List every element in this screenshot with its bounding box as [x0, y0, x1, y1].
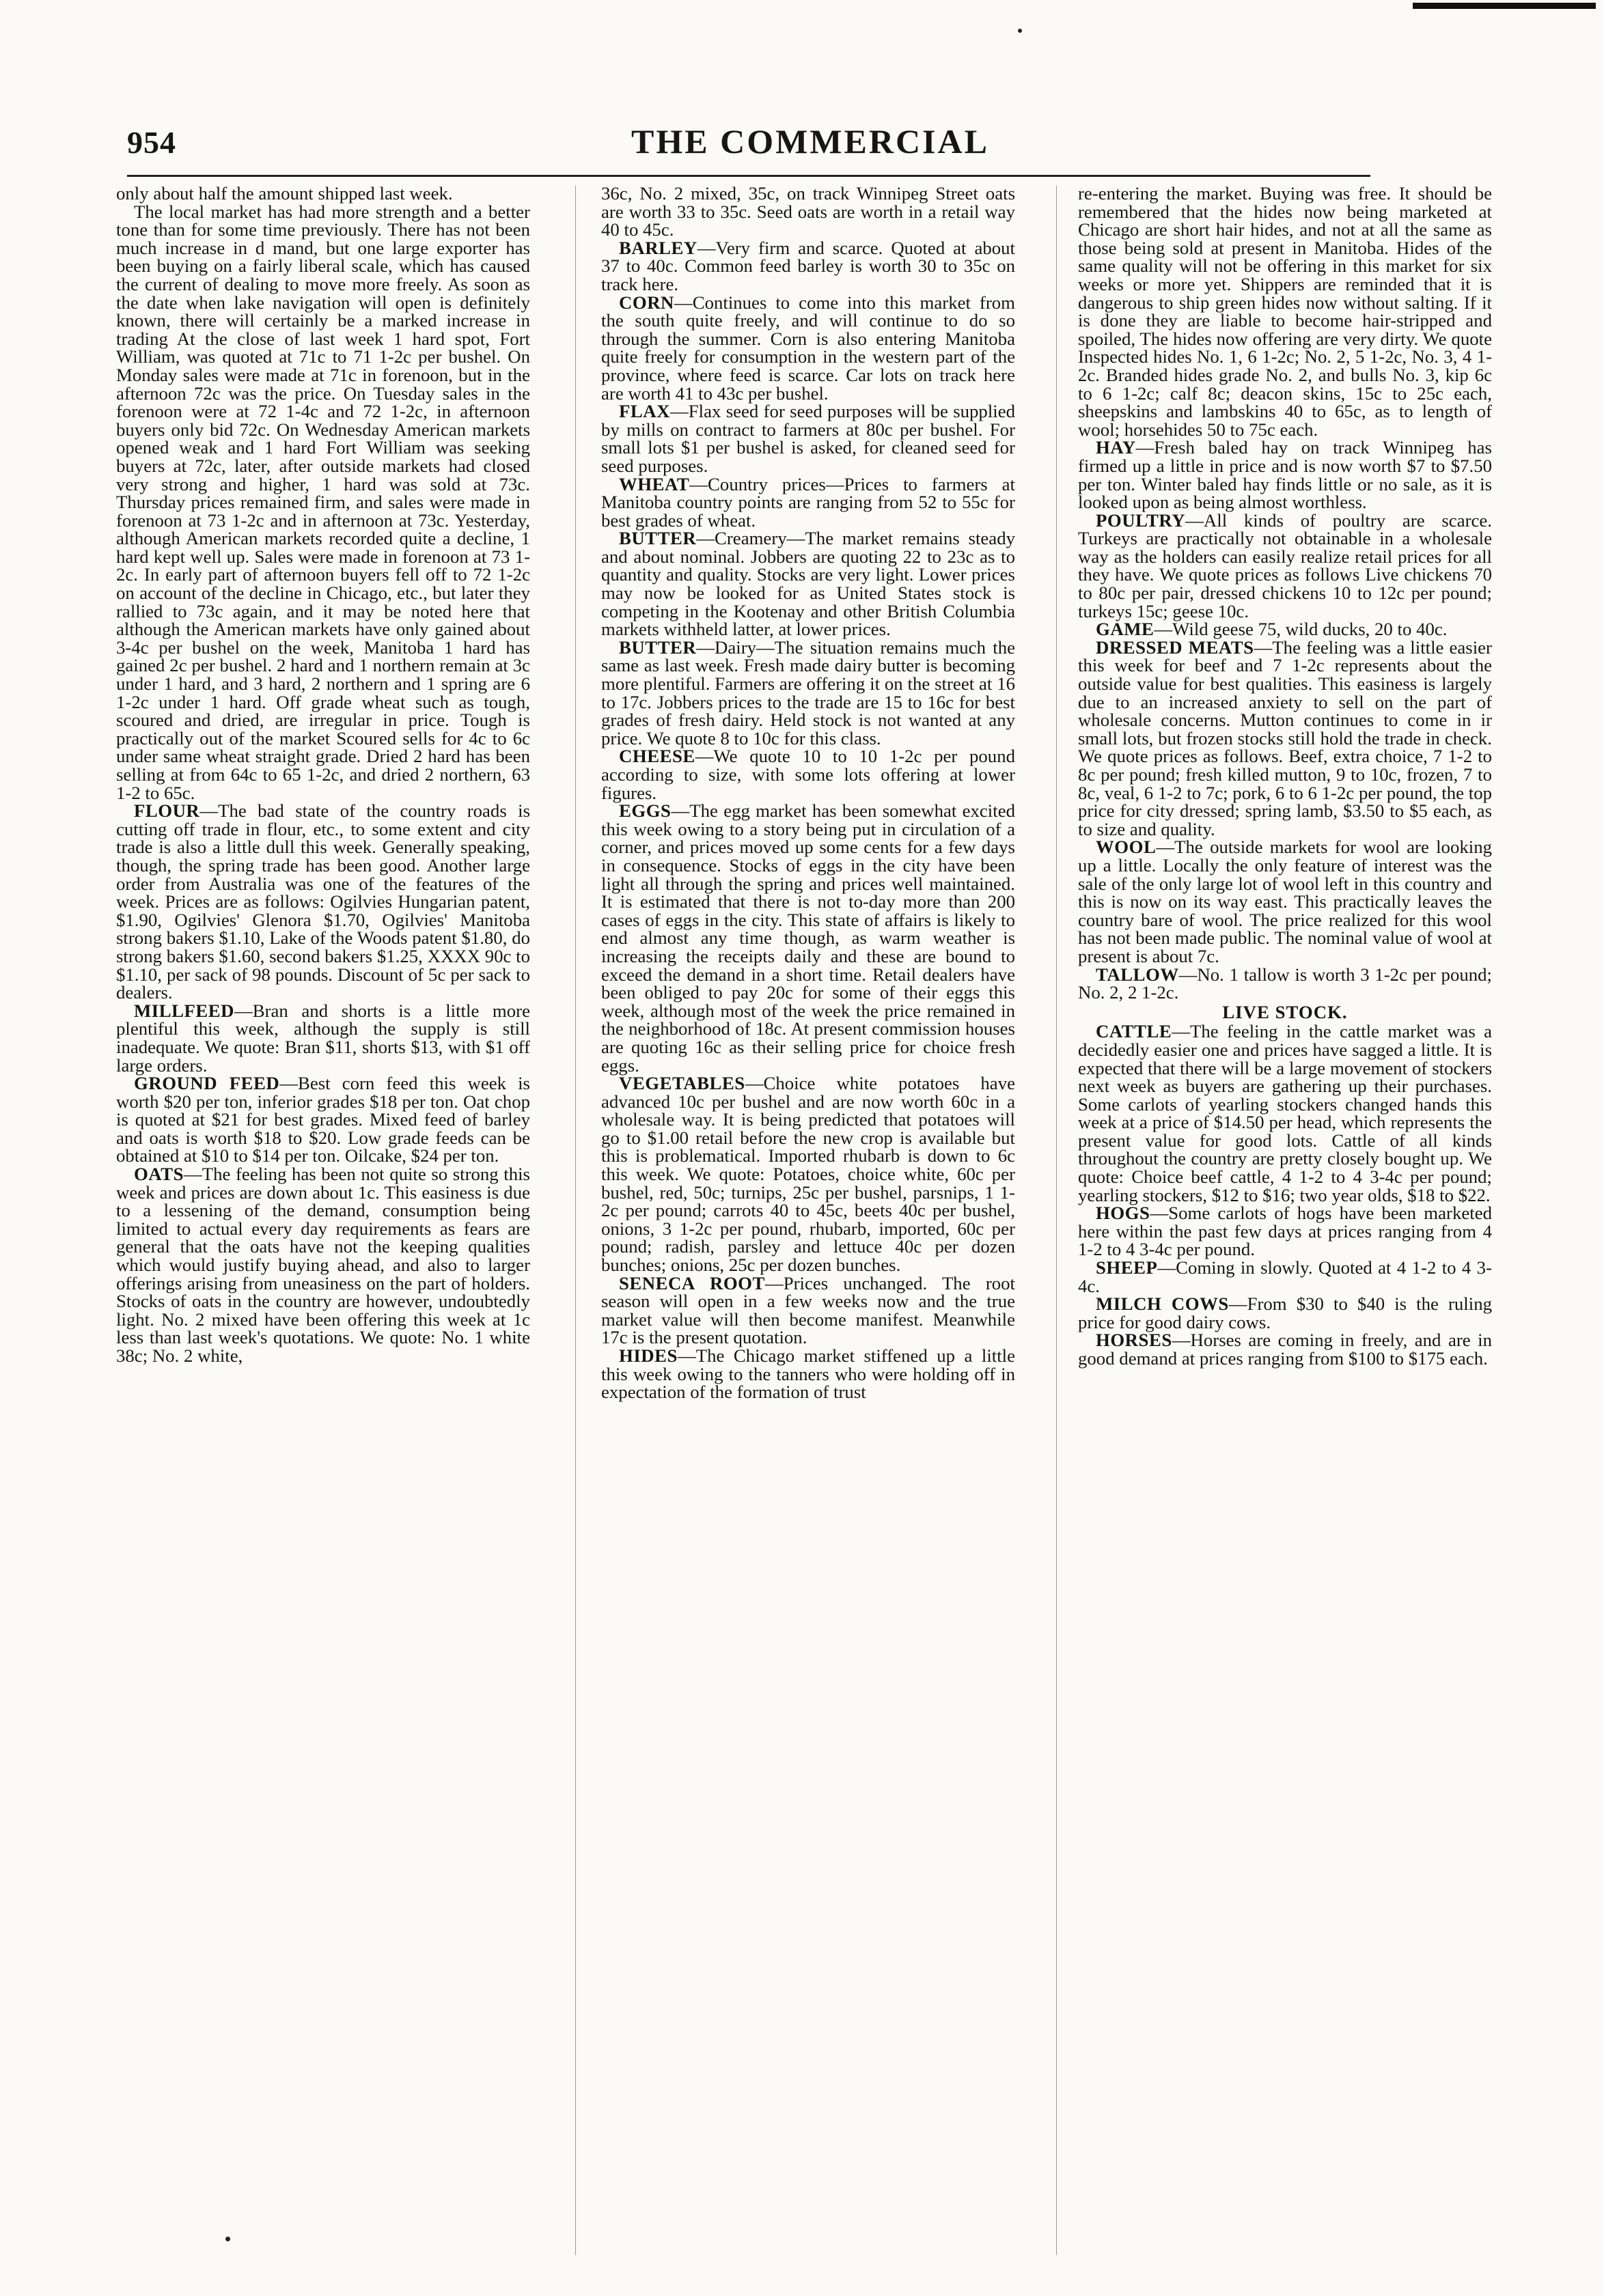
- market-heading: HOGS: [1096, 1203, 1150, 1224]
- market-heading: BUTTER: [619, 528, 697, 549]
- article-paragraph: [1078, 636, 1492, 839]
- top-corner-rule: [1413, 3, 1596, 9]
- article-paragraph: [1078, 1295, 1492, 1331]
- article-paragraph: [1078, 1022, 1492, 1204]
- paragraph-text: —Fresh baled hay on track Winnipeg has firmed up a little in price and is now worth $7 to $7.50 per ton. Winter baled hay finds little or no sale, as it is looked upon as being almost worthless.: [1078, 437, 1492, 513]
- article-paragraph: [601, 294, 1015, 403]
- header-rule: [127, 175, 1370, 177]
- market-heading: HIDES: [619, 1345, 678, 1366]
- column-1: [116, 184, 530, 2267]
- paragraph-text: —Flax seed for seed purposes will be supplied by mills on contract to farmers at 80c per bushel. For small lots $1 per bushel is asked, for cleaned seed for seed purposes.: [601, 401, 1015, 476]
- article-paragraph: [116, 1002, 530, 1074]
- paragraph-text: —Some carlots of hogs have been marketed here within the past few days at prices ranging from 4 1-2 to 4 3-4c per pound.: [1078, 1203, 1492, 1260]
- paragraph-text: —Country prices—Prices to farmers at Manitoba country points are ranging from 52 to 55c for best grades of wheat.: [601, 473, 1015, 531]
- market-heading: SENECA ROOT: [619, 1272, 765, 1293]
- article-paragraph: [601, 475, 1015, 530]
- market-heading: GAME: [1096, 619, 1154, 640]
- paragraph-text: —Coming in slowly. Quoted at 4 1-2 to 4 3-4c.: [1078, 1257, 1492, 1296]
- market-heading: TALLOW: [1096, 964, 1179, 985]
- article-paragraph: [116, 184, 530, 203]
- article-paragraph: [116, 802, 530, 1002]
- article-paragraph: [1078, 1259, 1492, 1295]
- paragraph-text: —The egg market has been somewhat excited this week owing to a story being put in circulation of a corner, and prices moved up some cents for a few days in consequence. Stocks of eggs in the city have been light all through the spring and prices well maintained. It is estimated that there is not to-day more than 200 cases of eggs in the city. This state of affairs is likely to end almost any time though, as warm weather is increasing the receipts daily and these are bound to exceed the demand in a short time. Retail dealers have been obliged to pay 20c for some of their eggs this week, although most of the week the price remained in the neighborhood of 18c. At present commission houses are quoting 16c as their selling price for choice fresh eggs.: [601, 800, 1015, 1076]
- article-paragraph: [601, 802, 1015, 1074]
- article-paragraph: [1078, 509, 1492, 621]
- market-heading: CORN: [619, 292, 674, 313]
- article-paragraph: [601, 747, 1015, 802]
- paragraph-text: —Prices unchanged. The root season will open in a few weeks now and the true market value will then become manifest. Meanwhile 17c is the present quotation.: [601, 1272, 1015, 1348]
- paragraph-text: —The feeling in the cattle market was a decidedly easier one and prices have sagged a little. It is expected that there will be a large movement of stockers next week as buyers are gathering up their purchases. Some carlots of yearling stockers changed hands this week at a price of $14.50 per head, which represents the present value for good lots. Cattle of all kinds throughout the country are pretty closely bought up. We quote: Choice beef cattle, 4 1-2 to 4 3-4c per pound; yearling stockers, $12 to $16; two year olds, $18 to $22.: [1078, 1021, 1492, 1205]
- market-heading: DRESSED MEATS: [1096, 636, 1254, 658]
- article-paragraph: [601, 402, 1015, 475]
- column-3: [1078, 184, 1492, 2267]
- paragraph-text: —From $30 to $40 is the ruling price for good dairy cows.: [1078, 1293, 1492, 1332]
- paragraph-text: —Continues to come into this market from the south quite freely, and will continue to do so through the summer. Corn is also entering Manitoba quite freely for consumption in the western part of the province, where feed is scarce. Car lots on track here are worth 41 to 43c per bushel.: [601, 292, 1015, 404]
- article-paragraph: [1078, 620, 1492, 639]
- article-paragraph: [116, 1074, 530, 1165]
- section-heading: LIVE STOCK.: [1222, 1001, 1348, 1022]
- paragraph-text: —The feeling was a little easier this week for beef and 7 1-2c represents about the outside value for best qualities. This easiness is largely due to an increased anxiety to sell on the part of wholesale concerns. Mutton continues to come in ir small lots, but frozen stocks still hold the trade in check. We quote prices as follows. Beef, extra choice, 7 1-2 to 8c per pound; fresh killed mutton, 9 to 10c, frozen, 7 to 8c, veal, 6 1-2 to 7c; pork, 6 to 6 1-2c per pound, the top price for city dressed; spring lamb, $3.50 to $5 each, as to size and quality.: [1078, 636, 1492, 839]
- paragraph-text: —Dairy—The situation remains much the same as last week. Fresh made dairy butter is becoming more plentiful. Farmers are offering it on the street at 16 to 17c. Jobbers prices to the trade are 15 to 16c for best grades of fresh dairy. Held stock is not wanted at any price. We quote 8 to 10c for this class.: [601, 636, 1015, 748]
- market-heading: CATTLE: [1096, 1021, 1172, 1042]
- article-paragraph: [1078, 1331, 1492, 1367]
- paragraph-text: —The bad state of the country roads is cutting off trade in flour, etc., to some extent and city trade is also a little dull this week. Generally speaking, though, the spring trade has been good. Another large order from Australia was one of the features of the week. Prices are as follows: Ogilvies Hungarian patent, $1.90, Ogilvies' Glenora $1.70, Ogilvies' Manitoba strong bakers $1.10, Lake of the Woods patent $1.80, do strong bakers $1.60, second bakers $1.25, XXXX 90c to $1.10, per sack of 98 pounds. Discount of 5c per sack to dealers.: [116, 800, 530, 1003]
- paragraph-text: —The outside markets for wool are looking up a little. Locally the only feature of interest was the sale of the only large lot of wool left in this country and this is now on its way east. This practically leaves the country bare of wool. The price realized for this wool has not been made public. The nominal value of wool at present is about 7c.: [1078, 837, 1492, 966]
- article-paragraph: [601, 184, 1015, 239]
- paragraph-text: —No. 1 tallow is worth 3 1-2c per pound; No. 2, 2 1-2c.: [1078, 964, 1492, 1003]
- market-heading: BARLEY: [619, 237, 697, 258]
- market-heading: MILCH COWS: [1096, 1293, 1229, 1315]
- page-number: 954: [127, 125, 176, 160]
- market-heading: GROUND FEED: [134, 1073, 280, 1094]
- paragraph-text: —Horses are coming in freely, and are in good demand at prices ranging from $100 to $175 each.: [1078, 1330, 1492, 1369]
- paragraph-text: —Choice white potatoes have advanced 10c per bushel and are now worth 60c in a wholesale way. It is being predicted that potatoes will go to $1.00 retail before the new crop is available but this is problematical. Imported rhubarb is down to 6c this week. We quote: Potatoes, choice white, 60c per bushel, red, 50c; turnips, 25c per bushel, parsnips, 1 1-2c per pound; carrots 40 to 45c, beets 40c per bushel, onions, 3 1-2c per pound, rhubarb, imported, 60c per pound; radish, parsley and lettuce 40c per dozen bunches; onions, 25c per dozen bunches.: [601, 1073, 1015, 1276]
- market-heading: EGGS: [619, 800, 672, 822]
- paragraph-text: —Creamery—The market remains steady and about nominal. Jobbers are quoting 22 to 23c as to quantity and quality. Stocks are very light. Lower prices may now be looked for as United States stock is competing in the Kootenay and other British Columbia markets withheld latter, at lower prices.: [601, 528, 1015, 640]
- market-heading: HORSES: [1096, 1330, 1172, 1351]
- page-title: THE COMMERCIAL: [631, 122, 989, 160]
- market-heading: OATS: [134, 1164, 184, 1185]
- paragraph-text: —We quote 10 to 10 1-2c per pound according to size, with some lots offering at lower figures.: [601, 746, 1015, 803]
- market-heading: FLOUR: [134, 800, 200, 822]
- column-divider: [1056, 186, 1057, 2255]
- article-paragraph: [1078, 438, 1492, 511]
- market-heading: WOOL: [1096, 837, 1157, 858]
- column-divider: [575, 186, 576, 2255]
- article-paragraph: [1078, 1204, 1492, 1259]
- market-heading: CHEESE: [619, 746, 695, 767]
- market-heading: POULTRY: [1096, 509, 1186, 531]
- page-header: [127, 122, 1493, 169]
- paragraph-text: —The Chicago market stiffened up a little this week owing to the tanners who were holding off in expectation of the formation of trust: [601, 1345, 1015, 1403]
- market-heading: SHEEP: [1096, 1257, 1158, 1278]
- article-paragraph: [601, 1274, 1015, 1347]
- article-paragraph: [601, 1347, 1015, 1401]
- column-2: [601, 184, 1015, 2267]
- paragraph-text: The local market has had more strength and a better tone than for some time previously. There has not been much increase in d mand, but one large exporter has been buying on a fairly liberal scale, which has caused the current of dealing to move more freely. As soon as the date when lake navigation will open is definitely known, there will certainly be a marked increase in trading At the close of last week 1 hard spot, Fort William, was quoted at 71c to 71 1-2c per bushel. On Monday sales were made at 71c in forenoon, but in the afternoon 72c was the price. On Tuesday sales in the forenoon were at 72 1-4c and 72 1-2c, in afternoon buyers only bid 72c. On Wednesday American markets opened weak and 1 hard Fort William was seeking buyers at 72c, later, after outside markets had closed very strong and higher, 1 hard was sold at 73c. Thursday prices remained firm, and sales were made in forenoon at 73 1-2c and in afternoon at 73c. Yesterday, although American markets recorded quite a decline, 1 hard kept well up. Sales were made in forenoon at 73 1-2c. In early part of afternoon buyers fell off to 72 1-2c on account of the decline in Chicago, etc., but later they rallied to 73c again, and it may be noted here that although the American markets have only gained about 3-4c per bushel on the week, Manitoba 1 hard has gained 2c per bushel. 2 hard and 1 northern remain at 3c under 1 hard, and 3 hard, 2 northern and 1 spring are 6 1-2c under 1 hard. Off grade wheat such as tough, scoured and dried, are irregular in price. Tough is practically out of the market Scoured sells for 4c to 6c under same wheat straight grade. Dried 2 hard has been selling at from 64c to 65 1-2c, and dried 2 northern, 63 1-2 to 65c.: [116, 201, 530, 803]
- paragraph-text: 36c, No. 2 mixed, 35c, on track Winnipeg Street oats are worth 33 to 35c. Seed oats are worth in a retail way 40 to 45c.: [601, 184, 1015, 240]
- market-heading: BUTTER: [619, 636, 697, 658]
- paragraph-text: re-entering the market. Buying was free. It should be remembered that the hides now being marketed at Chicago are short hair hides, and not at all the same as those being sold at present in Manitoba. Hides of the same quality will not be offering in this market for six weeks or more yet. Shippers are reminded that it is dangerous to ship green hides now without salting. If it is done they are liable to become hair-stripped and spoiled, The hides now offering are very dirty. We quote Inspected hides No. 1, 6 1-2c; No. 2, 5 1-2c, No. 3, 4 1-2c. Branded hides grade No. 2, and bulls No. 3, kip 6c to 6 1-2c; calf 8c; deacon skins, 15c to 25c each, sheepskins and lambskins 40 to 65c, as to length of wool; horsehides 50 to 75c each.: [1078, 184, 1492, 440]
- paragraph-text: only about half the amount shipped last week.: [116, 184, 453, 204]
- paragraph-text: —Very firm and scarce. Quoted at about 37 to 40c. Common feed barley is worth 30 to 35c on track here.: [601, 237, 1015, 294]
- print-speck: [225, 2237, 230, 2241]
- market-heading: FLAX: [619, 401, 670, 422]
- article-paragraph: [601, 529, 1015, 639]
- paragraph-text: —Bran and shorts is a little more plentiful this week, although the supply is still inadequate. We quote: Bran $11, shorts $13, with $1 off large orders.: [116, 1000, 530, 1076]
- article-paragraph: [601, 239, 1015, 294]
- article-paragraph: [116, 1165, 530, 1365]
- article-paragraph: [601, 636, 1015, 748]
- article-paragraph: [1078, 838, 1492, 965]
- market-heading: VEGETABLES: [619, 1073, 745, 1094]
- article-paragraph: [601, 1074, 1015, 1274]
- print-speck: [1018, 29, 1022, 33]
- market-heading: MILLFEED: [134, 1000, 234, 1021]
- paragraph-text: —The feeling has been not quite so strong this week and prices are down about 1c. This easiness is due to a lessening of the demand, consumption being limited to actual every day requirements as fears are general that the oats have not the keeping qualities which would justify buying ahead, and also to larger offerings arising from uneasiness on the part of holders. Stocks of oats in the country are however, undoubtedly light. No. 2 mixed have been offering this week at 1c less than last week's quotations. We quote: No. 1 white 38c; No. 2 white,: [116, 1164, 530, 1366]
- article-paragraph: [116, 203, 530, 802]
- market-heading: HAY: [1096, 437, 1136, 458]
- paragraph-text: —Wild geese 75, wild ducks, 20 to 40c.: [1154, 619, 1448, 640]
- paragraph-text: —Best corn feed this week is worth $20 per ton, inferior grades $18 per ton. Oat chop is quoted at $21 for best grades. Mixed feed of barley and oats is worth $18 to $20. Low grade feeds can be obtained at $10 to $14 per ton. Oilcake, $24 per ton.: [116, 1073, 530, 1166]
- article-paragraph: [1078, 184, 1492, 438]
- paragraph-text: —All kinds of poultry are scarce. Turkeys are practically not obtainable in a wholesale way as the holders can easily realize retail prices for all they have. We quote prices as follows Live chickens 70 to 80c per pair, dressed chickens 10 to 12c per pound; turkeys 15c; geese 10c.: [1078, 509, 1492, 621]
- market-heading: WHEAT: [619, 473, 690, 494]
- article-paragraph: [1078, 966, 1492, 1002]
